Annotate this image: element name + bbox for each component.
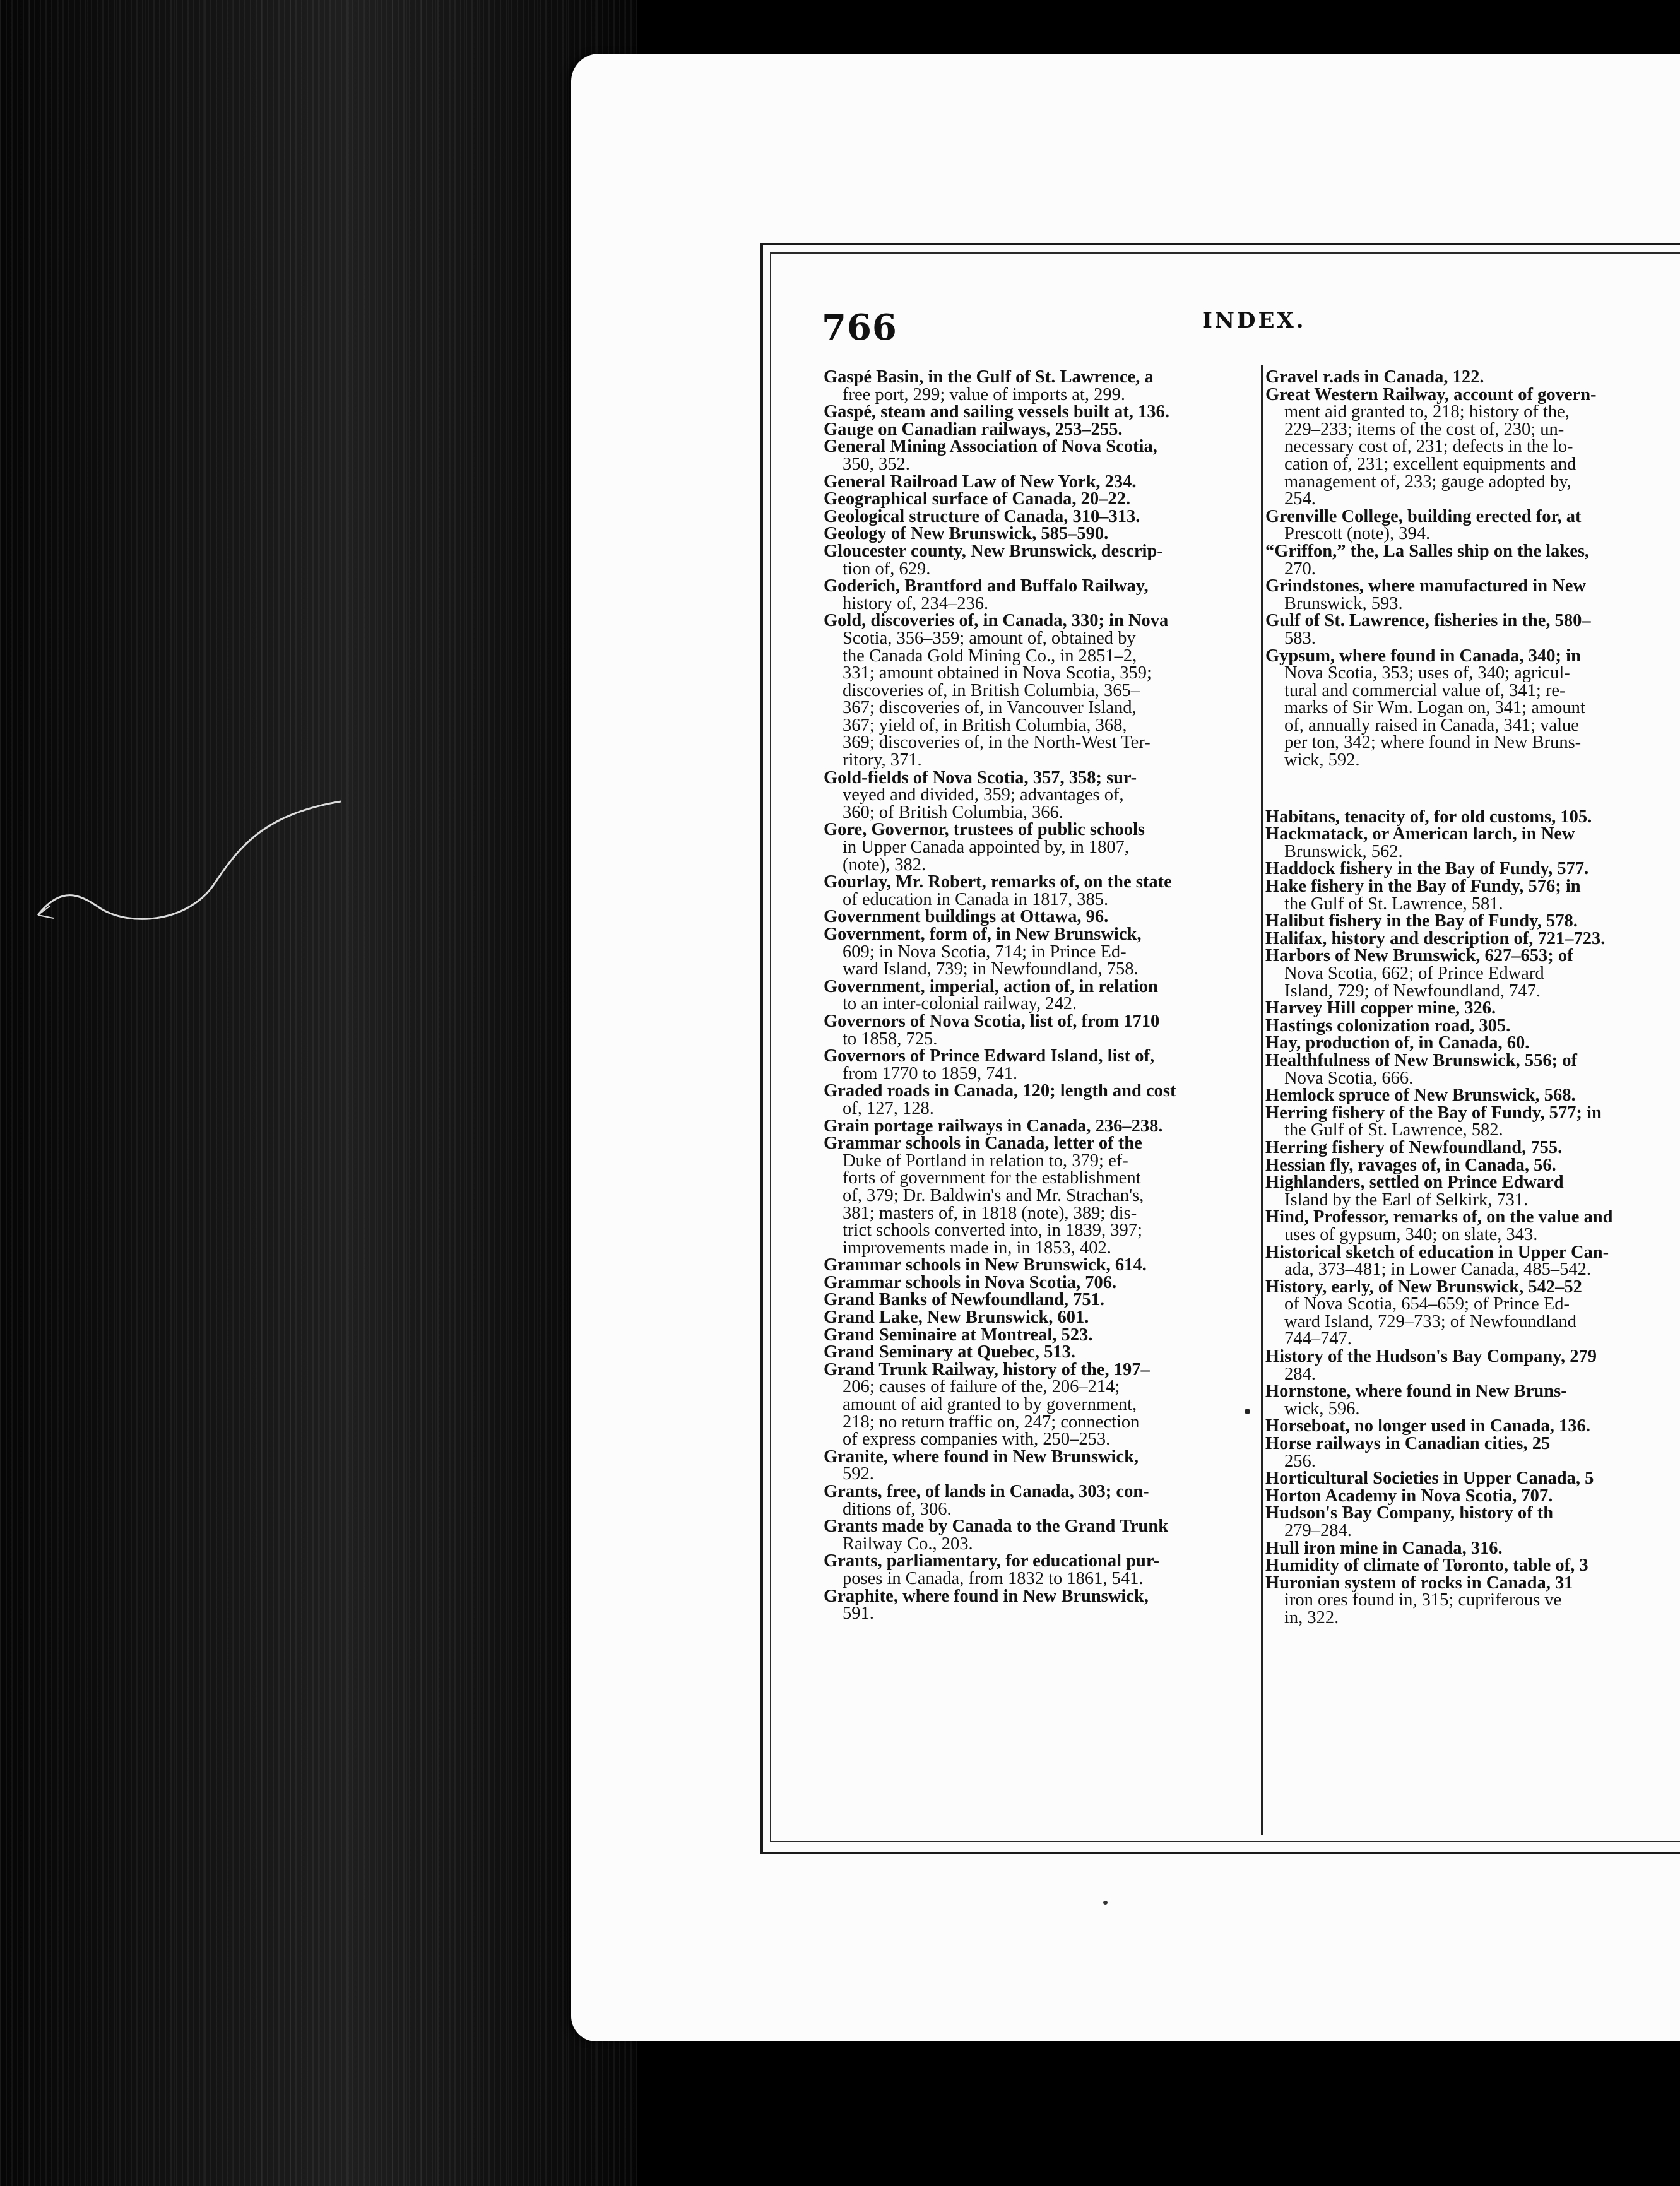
index-entry-head: Graphite, where found in New Brunswick, (824, 1586, 1149, 1606)
index-entry (824, 438, 1259, 473)
index-entry (824, 769, 1259, 822)
index-entry-line: Nova Scotia, 662; of Prince Edward (1284, 964, 1544, 983)
index-entry-line: Island, 729; of Newfoundland, 747. (1284, 981, 1541, 1001)
index-entry-head: General Railroad Law of New York, 234. (824, 471, 1137, 492)
index-entry-line: 254. (1284, 489, 1316, 509)
index-entry-line: 331; amount obtained in Nova Scotia, 359; (843, 663, 1152, 683)
index-entry-line: in, 322. (1284, 1607, 1339, 1627)
index-entry-line: Brunswick, 593. (1284, 593, 1403, 613)
index-entry (824, 543, 1259, 577)
index-entry-line: Scotia, 356–359; amount of, obtained by (843, 628, 1136, 648)
index-entry (1265, 1104, 1680, 1139)
index-entry-head: Historical sketch of education in Upper Can- (1265, 1242, 1609, 1262)
index-entry (1265, 1279, 1680, 1348)
index-entry (1265, 1383, 1680, 1417)
index-entry-head: Graded roads in Canada, 120; length and cost (824, 1081, 1176, 1101)
index-entry-head: Grand Lake, New Brunswick, 601. (824, 1308, 1089, 1328)
index-entry-line: Duke of Portland in relation to, 379; ef- (843, 1150, 1128, 1171)
index-entry (1265, 543, 1680, 577)
index-entry-head: Haddock fishery in the Bay of Fundy, 577. (1265, 859, 1589, 879)
index-entry-head: Government, imperial, action of, in relation (824, 976, 1158, 996)
index-entry-line: 284. (1284, 1364, 1316, 1384)
index-entry-head: Herring fishery of Newfoundland, 755. (1265, 1137, 1563, 1157)
index-entry (1265, 577, 1680, 612)
index-entry-line: the Canada Gold Mining Co., in 2851–2, (843, 646, 1137, 666)
index-entry-head: Goderich, Brantford and Buffalo Railway, (824, 576, 1149, 596)
index-entry (824, 403, 1259, 421)
index-entry (824, 1013, 1259, 1048)
index-entry (1265, 1139, 1680, 1157)
index-entry-line: 367; yield of, in British Columbia, 368, (843, 715, 1127, 735)
index-entry-head: Granite, where found in New Brunswick, (824, 1446, 1139, 1467)
index-entry-head: Grenville College, building erected for, at (1265, 506, 1582, 526)
ink-dot (1103, 1901, 1108, 1905)
index-entry-head: Habitans, tenacity of, for old customs, 105. (1265, 806, 1592, 827)
index-entry (1265, 1208, 1680, 1243)
index-entry (824, 821, 1259, 873)
index-entry-head: Grammar schools in New Brunswick, 614. (824, 1255, 1147, 1275)
index-entry (1265, 508, 1680, 543)
index-entry-head: Gold-fields of Nova Scotia, 357, 358; sur- (824, 767, 1137, 788)
index-entry-line: Brunswick, 562. (1284, 841, 1403, 861)
index-entry-line: management of, 233; gauge adopted by, (1284, 471, 1571, 492)
index-entry (1265, 1504, 1680, 1539)
index-entry-head: Herring fishery of the Bay of Fundy, 577; in (1265, 1102, 1602, 1123)
index-entry (1265, 647, 1680, 769)
index-entry-line: ward Island, 739; in Newfoundland, 758. (843, 959, 1139, 979)
index-entry (824, 1291, 1259, 1309)
index-entry-head: Gravel r.ads in Canada, 122. (1265, 369, 1484, 387)
index-entry-head: Hay, production of, in Canada, 60. (1265, 1033, 1530, 1053)
index-entry (824, 369, 1259, 403)
index-entry-line: cation of, 231; excellent equipments and (1284, 454, 1576, 474)
index-entry-line: of, 379; Dr. Baldwin's and Mr. Strachan's, (843, 1185, 1144, 1205)
index-entry-head: Geological structure of Canada, 310–313. (824, 506, 1140, 526)
index-entry (1265, 913, 1680, 930)
index-entry-head: Horseboat, no longer used in Canada, 136. (1265, 1416, 1590, 1436)
index-entry (824, 1483, 1259, 1518)
index-entry (1265, 860, 1680, 878)
index-entry (824, 1256, 1259, 1274)
index-entry-head: Humidity of climate of Toronto, table of, 3 (1265, 1556, 1588, 1576)
index-entry-head: Gaspé, steam and sailing vessels built at, 136. (824, 402, 1169, 422)
index-entry (824, 926, 1259, 978)
index-column-right (1265, 369, 1680, 1627)
index-entry-head: Grand Seminaire at Montreal, 523. (824, 1325, 1093, 1345)
index-entry-line: marks of Sir Wm. Logan on, 341; amount (1284, 698, 1585, 718)
index-entry-line: 218; no return traffic on, 247; connection (843, 1412, 1140, 1432)
index-entry-head: Grain portage railways in Canada, 236–238. (824, 1116, 1163, 1136)
index-entry (824, 421, 1259, 439)
index-entry (824, 1118, 1259, 1135)
index-entry-head: Hemlock spruce of New Brunswick, 568. (1265, 1085, 1576, 1106)
index-entry-head: Grand Seminary at Quebec, 513. (824, 1342, 1075, 1362)
index-entry (824, 1274, 1259, 1292)
index-entry-line: in Upper Canada appointed by, in 1807, (843, 837, 1130, 858)
index-entry (824, 1135, 1259, 1256)
index-entry (824, 473, 1259, 491)
index-entry-head: Grants, free, of lands in Canada, 303; con- (824, 1482, 1149, 1501)
index-entry (824, 508, 1259, 526)
index-entry-head: Hessian fly, ravages of, in Canada, 56. (1265, 1155, 1556, 1175)
book-edge (0, 0, 637, 2186)
index-entry (1265, 1540, 1680, 1557)
index-entry-line: 206; causes of failure of the, 206–214; (843, 1377, 1120, 1397)
index-entry-line: of express companies with, 250–253. (843, 1429, 1111, 1450)
index-entry-line: trict schools converted into, in 1839, 397; (843, 1220, 1142, 1241)
index-entry (824, 525, 1259, 543)
index-entry-head: Gold, discoveries of, in Canada, 330; in Nova (824, 611, 1169, 631)
index-entry-line: ment aid granted to, 218; history of the, (1284, 402, 1570, 422)
index-entry-line: the Gulf of St. Lawrence, 582. (1284, 1120, 1503, 1140)
index-entry (1265, 612, 1680, 647)
index-entry-head: Governors of Prince Edward Island, list of, (824, 1046, 1155, 1066)
index-entry-line: Island by the Earl of Selkirk, 731. (1284, 1190, 1529, 1210)
index-entry-head: Geographical surface of Canada, 20–22. (824, 489, 1131, 509)
index-entry (824, 577, 1259, 612)
index-entry-line: 744–747. (1284, 1329, 1352, 1349)
index-entry (1265, 930, 1680, 948)
index-entry-head: Grants made by Canada to the Grand Trunk (824, 1516, 1169, 1537)
index-entry-head: Horton Academy in Nova Scotia, 707. (1265, 1486, 1553, 1506)
index-entry-line: 381; masters of, in 1818 (note), 389; dis- (843, 1203, 1137, 1223)
section-gap (1265, 769, 1680, 808)
index-entry (1265, 1348, 1680, 1383)
index-entry-line: wick, 592. (1284, 750, 1360, 771)
index-entry-line: to an inter-colonial railway, 242. (843, 994, 1077, 1014)
index-entry-line: of, annually raised in Canada, 341; value (1284, 715, 1579, 735)
index-entry-line: ada, 373–481; in Lower Canada, 485–542. (1284, 1260, 1591, 1280)
index-entry (824, 612, 1259, 769)
index-entry-head: Governors of Nova Scotia, list of, from 1710 (824, 1011, 1160, 1031)
index-entry (1265, 808, 1680, 826)
index-entry (824, 1048, 1259, 1082)
column-divider (1261, 365, 1263, 1835)
index-entry (1265, 1087, 1680, 1104)
index-entry-line: 350, 352. (843, 454, 910, 474)
index-entry-line: per ton, 342; where found in New Bruns- (1284, 733, 1582, 753)
index-entry (1265, 1157, 1680, 1174)
index-entry-line: of Nova Scotia, 654–659; of Prince Ed- (1284, 1294, 1570, 1315)
index-entry (1265, 1435, 1680, 1470)
index-entry (1265, 369, 1680, 386)
index-entry-line: 583. (1284, 628, 1316, 648)
index-entry-line: Nova Scotia, 353; uses of, 340; agricul- (1284, 663, 1570, 683)
index-entry (1265, 1244, 1680, 1279)
index-entry-line: 367; discoveries of, in Vancouver Island, (843, 698, 1137, 718)
index-entry-head: Gulf of St. Lawrence, fisheries in the, 580– (1265, 611, 1591, 631)
index-entry-line: 609; in Nova Scotia, 714; in Prince Ed- (843, 942, 1127, 962)
index-entry-head: Great Western Railway, account of govern- (1265, 384, 1597, 405)
index-entry (1265, 825, 1680, 860)
index-entry-line: of, 127, 128. (843, 1098, 934, 1118)
index-entry-line: (note), 382. (843, 854, 926, 875)
index-entry-head: Hornstone, where found in New Bruns- (1265, 1381, 1567, 1402)
index-entry-head: Hull iron mine in Canada, 316. (1265, 1538, 1503, 1558)
index-entry-line: amount of aid granted to by government, (843, 1395, 1137, 1415)
loose-thread (25, 789, 353, 978)
index-entry-line: history of, 234–236. (843, 593, 989, 613)
index-entry-head: Grammar schools in Canada, letter of the (824, 1133, 1142, 1154)
index-entry-line: Railway Co., 203. (843, 1533, 973, 1554)
index-entry-line: 229–233; items of the cost of, 230; un- (1284, 419, 1565, 439)
index-entry-head: Halibut fishery in the Bay of Fundy, 578. (1265, 911, 1578, 931)
index-entry (1265, 1052, 1680, 1087)
index-entry-head: Hastings colonization road, 305. (1265, 1015, 1511, 1036)
index-entry (1265, 1017, 1680, 1035)
index-entry-line: iron ores found in, 315; cupriferous ve (1284, 1590, 1562, 1610)
index-entry-head: History, early, of New Brunswick, 542–52 (1265, 1277, 1582, 1297)
index-entry-line: improvements made in, in 1853, 402. (843, 1238, 1111, 1258)
index-entry-line: veyed and divided, 359; advantages of, (843, 785, 1124, 805)
index-entry (824, 1588, 1259, 1622)
index-entry-head: Grants, parliamentary, for educational pur- (824, 1551, 1159, 1571)
index-entry-head: Grammar schools in Nova Scotia, 706. (824, 1272, 1117, 1292)
index-entry-head: Gloucester county, New Brunswick, descrip- (824, 541, 1163, 561)
index-entry-head: General Mining Association of Nova Scotia, (824, 437, 1157, 457)
index-entry-head: Gypsum, where found in Canada, 340; in (1265, 646, 1581, 666)
index-entry-line: ward Island, 729–733; of Newfoundland (1284, 1311, 1577, 1332)
index-entry (1265, 947, 1680, 1000)
index-entry-line: 256. (1284, 1451, 1316, 1471)
index-entry (1265, 878, 1680, 913)
index-entry-head: Harbors of New Brunswick, 627–653; of (1265, 946, 1573, 966)
index-entry-head: Gaspé Basin, in the Gulf of St. Lawrence, a (824, 367, 1154, 387)
index-entry (1265, 1470, 1680, 1487)
index-entry-head: Government, form of, in New Brunswick, (824, 925, 1142, 944)
index-entry-head: Highlanders, settled on Prince Edward (1265, 1173, 1564, 1193)
index-entry (824, 873, 1259, 908)
index-entry-line: discoveries of, in British Columbia, 365– (843, 680, 1140, 700)
index-entry-line: uses of gypsum, 340; on slate, 343. (1284, 1224, 1538, 1244)
index-entry (824, 1326, 1259, 1344)
index-entry-head: Gourlay, Mr. Robert, remarks of, on the state (824, 872, 1172, 892)
index-entry (824, 1344, 1259, 1361)
index-entry-head: Grand Banks of Newfoundland, 751. (824, 1290, 1105, 1310)
index-entry-head: Gore, Governor, trustees of public schools (824, 820, 1145, 840)
index-entry (824, 1361, 1259, 1448)
index-entry-line: 279–284. (1284, 1521, 1352, 1540)
running-head: INDEX. (1202, 308, 1306, 333)
index-entry-head: “Griffon,” the, La Salles ship on the lakes, (1265, 541, 1590, 561)
index-entry-head: Huronian system of rocks in Canada, 31 (1265, 1573, 1573, 1593)
index-entry-head: Grindstones, where manufactured in New (1265, 576, 1586, 596)
index-entry (1265, 1034, 1680, 1052)
index-entry-head: Hind, Professor, remarks of, on the value and (1265, 1207, 1613, 1227)
index-entry-head: Horticultural Societies in Upper Canada, 5 (1265, 1468, 1594, 1489)
index-entry-head: Hake fishery in the Bay of Fundy, 576; in (1265, 877, 1581, 897)
index-entry (824, 1552, 1259, 1587)
index-entry-line: free port, 299; value of imports at, 299. (843, 384, 1125, 405)
index-entry-line: of education in Canada in 1817, 385. (843, 889, 1109, 909)
index-entry (1265, 1417, 1680, 1435)
index-entry (824, 490, 1259, 508)
index-entry-head: Geology of New Brunswick, 585–590. (824, 524, 1109, 544)
index-entry-line: from 1770 to 1859, 741. (843, 1063, 1018, 1084)
index-entry-head: Healthfulness of New Brunswick, 556; of (1265, 1050, 1578, 1070)
index-entry-line: forts of government for the establishment (843, 1168, 1141, 1188)
index-entry-line: 592. (843, 1464, 874, 1484)
index-entry-head: Horse railways in Canadian cities, 25 (1265, 1434, 1551, 1454)
index-entry (824, 1082, 1259, 1117)
index-entry-head: History of the Hudson's Bay Company, 279 (1265, 1347, 1597, 1367)
index-entry-line: Prescott (note), 394. (1284, 524, 1431, 544)
index-entry-line: Nova Scotia, 666. (1284, 1068, 1414, 1088)
index-entry-line: necessary cost of, 231; defects in the lo- (1284, 437, 1573, 457)
index-entry-line: ditions of, 306. (843, 1499, 952, 1519)
index-entry (824, 1518, 1259, 1552)
index-entry (1265, 1000, 1680, 1017)
index-entry (824, 1309, 1259, 1326)
index-column-left (824, 369, 1259, 1622)
index-entry-line: the Gulf of St. Lawrence, 581. (1284, 894, 1503, 914)
index-entry-line: tural and commercial value of, 341; re- (1284, 680, 1566, 700)
index-entry-head: Grand Trunk Railway, history of the, 197– (824, 1359, 1150, 1380)
index-entry-head: Government buildings at Ottawa, 96. (824, 907, 1109, 927)
index-entry (824, 1448, 1259, 1483)
index-entry-line: poses in Canada, from 1832 to 1861, 541. (843, 1568, 1144, 1588)
index-entry-line: wick, 596. (1284, 1398, 1360, 1419)
index-entry-line: ritory, 371. (843, 750, 922, 771)
index-entry-head: Halifax, history and description of, 721–723. (1265, 928, 1606, 948)
page-number: 766 (822, 307, 897, 348)
index-entry (1265, 1557, 1680, 1575)
index-entry (824, 978, 1259, 1013)
index-entry-head: Harvey Hill copper mine, 326. (1265, 998, 1496, 1019)
index-entry-head: Hackmatack, or American larch, in New (1265, 824, 1575, 844)
index-entry (1265, 1575, 1680, 1627)
index-entry-line: 591. (843, 1604, 874, 1624)
index-entry (824, 908, 1259, 926)
index-entry-line: 360; of British Columbia, 366. (843, 802, 1063, 822)
ink-dot (1245, 1409, 1250, 1414)
index-entry-line: 369; discoveries of, in the North-West Ter- (843, 733, 1151, 753)
index-entry (1265, 386, 1680, 508)
index-entry-line: 270. (1284, 558, 1316, 579)
index-entry-head: Gauge on Canadian railways, 253–255. (824, 419, 1123, 439)
index-entry (1265, 1487, 1680, 1505)
index-entry-line: tion of, 629. (843, 558, 931, 579)
index-entry-line: to 1858, 725. (843, 1029, 938, 1049)
index-entry (1265, 1174, 1680, 1208)
index-entry-head: Hudson's Bay Company, history of th (1265, 1503, 1554, 1523)
